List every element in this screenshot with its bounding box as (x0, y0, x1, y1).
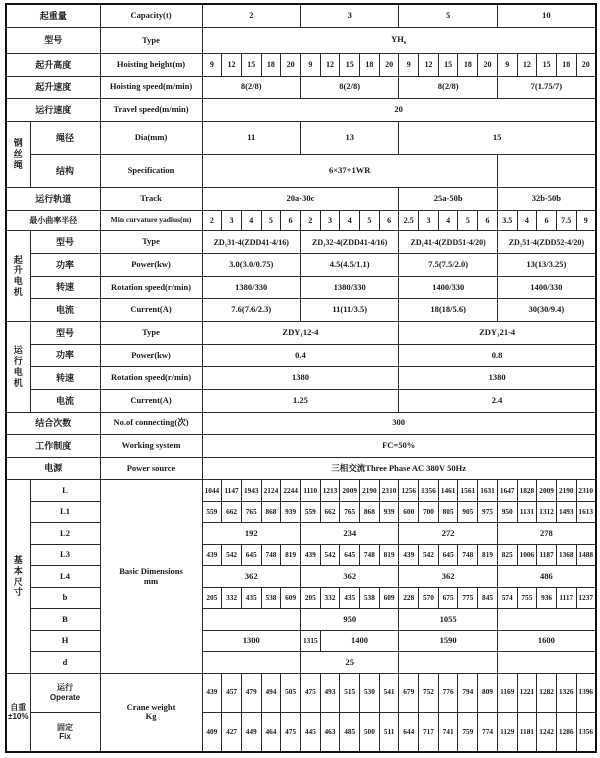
dim-L2-value: 278 (497, 523, 595, 544)
dim-L1-value: 559 (300, 501, 320, 522)
hoist-motor-type-value: ZD₁31-4(ZDD41-4/16) (202, 231, 300, 254)
travel-motor-power-label-cn: 功率 (30, 344, 100, 367)
dim-L1-value: 662 (222, 501, 242, 522)
track-label-en: Track (100, 188, 202, 211)
dim-L-value: 1461 (438, 480, 458, 501)
weight-fix-value: 427 (222, 712, 242, 752)
dim-L3-value: 819 (478, 544, 498, 565)
capacity-value: 10 (497, 4, 595, 28)
hoist-motor-rotation-value: 1380/330 (202, 276, 300, 299)
height-value: 18 (360, 53, 380, 76)
dim-d-value (399, 652, 497, 673)
track-label-cn: 运行轨道 (6, 188, 100, 211)
dim-L1-value: 1131 (517, 501, 537, 522)
hoist-motor-current-value: 30(30/9.4) (497, 299, 595, 322)
dim-L1-value: 1613 (576, 501, 596, 522)
weight-fix-value: 1356 (576, 712, 596, 752)
weight-fix-value: 500 (360, 712, 380, 752)
dim-b-value: 538 (261, 587, 281, 608)
power-source-label-en: Power source (100, 457, 202, 480)
rope-spec-label-en: Specification (100, 155, 202, 188)
dim-L3-value: 1187 (537, 544, 557, 565)
dim-L1-value: 1312 (537, 501, 557, 522)
dim-B-value (497, 609, 595, 630)
weight-operate-value: 479 (241, 673, 261, 712)
weight-operate-value: 439 (202, 673, 222, 712)
dim-L1-value: 939 (379, 501, 399, 522)
hoist-motor-type-label-en: Type (100, 231, 202, 254)
rope-spec-empty (497, 155, 595, 188)
weight-operate-label: 运行 Operate (30, 673, 100, 712)
dim-b-value: 435 (241, 587, 261, 608)
travel-motor-type-value: ZDY₁12-4 (202, 321, 399, 344)
height-value: 9 (497, 53, 517, 76)
hoist-motor-power-value: 4.5(4.5/1.1) (300, 254, 398, 277)
curvature-label-cn: 最小曲率半径 (6, 211, 100, 231)
dim-L3-value: 819 (281, 544, 301, 565)
capacity-value: 5 (399, 4, 497, 28)
power-source-label-cn: 电源 (6, 457, 100, 480)
hoist-motor-current-label-en: Current(A) (100, 299, 202, 322)
curvature-value: 7.5 (556, 211, 576, 231)
dim-L3-value: 1006 (517, 544, 537, 565)
travel-motor-type-label-cn: 型号 (30, 321, 100, 344)
dim-b-value: 570 (419, 587, 439, 608)
dim-B-value: 950 (300, 609, 398, 630)
travel-motor-current-label-cn: 电流 (30, 389, 100, 412)
travel-motor-type-value: ZDY₁21-4 (399, 321, 596, 344)
type-main: YH (391, 33, 404, 44)
dim-d-value (202, 652, 300, 673)
weight-operate-value: 493 (320, 673, 340, 712)
dim-d-value (497, 652, 595, 673)
type-label-cn: 型号 (6, 28, 100, 54)
dim-b-value: 609 (379, 587, 399, 608)
curvature-value: 4 (340, 211, 360, 231)
capacity-label-cn: 起重量 (6, 4, 100, 28)
wire-rope-group-label: 钢 丝 绳 (6, 121, 30, 188)
rope-dia-label-cn: 绳径 (30, 121, 100, 154)
dim-row-label-L: L (30, 480, 100, 501)
height-value: 18 (458, 53, 478, 76)
dim-L-value: 1631 (478, 480, 498, 501)
type-subscript: s (403, 39, 407, 46)
travel-motor-rotation-value: 1380 (399, 367, 596, 390)
travel-speed-value: 20 (202, 99, 596, 122)
curvature-value: 5 (261, 211, 281, 231)
height-value: 15 (438, 53, 458, 76)
working-system-value: FC=50% (202, 435, 596, 458)
dim-L1-value: 662 (320, 501, 340, 522)
weight-fix-value: 717 (419, 712, 439, 752)
dim-L-value: 2009 (537, 480, 557, 501)
hoist-motor-type-value: ZD₁41-4(ZDD51-4/20) (399, 231, 497, 254)
dim-H-value: 1315 (300, 630, 320, 651)
dim-L-value: 1561 (458, 480, 478, 501)
crane-weight-group-label: 自重 ±10% (6, 673, 30, 752)
dim-H-value: 1600 (497, 630, 595, 651)
weight-fix-value: 463 (320, 712, 340, 752)
travel-motor-current-label-en: Current(A) (100, 389, 202, 412)
weight-fix-value: 409 (202, 712, 222, 752)
hoist-motor-power-label-cn: 功率 (30, 254, 100, 277)
height-label-en: Hoisting height(m) (100, 53, 202, 76)
dim-L-value: 2310 (576, 480, 596, 501)
dim-L-value: 2244 (281, 480, 301, 501)
dim-L4-value: 486 (497, 566, 595, 587)
weight-operate-value: 1169 (497, 673, 517, 712)
dim-b-value: 755 (517, 587, 537, 608)
weight-fix-value: 1242 (537, 712, 557, 752)
dim-L3-value: 542 (419, 544, 439, 565)
track-value: 32b-50b (497, 188, 595, 211)
dim-b-value: 845 (478, 587, 498, 608)
weight-fix-value: 511 (379, 712, 399, 752)
dim-B-value: 1055 (399, 609, 497, 630)
weight-operate-value: 494 (261, 673, 281, 712)
weight-fix-value: 1181 (517, 712, 537, 752)
dim-L3-value: 645 (438, 544, 458, 565)
curvature-value: 4 (241, 211, 261, 231)
height-value: 15 (241, 53, 261, 76)
hoist-motor-power-value: 13(13/3.25) (497, 254, 595, 277)
curvature-value: 6 (281, 211, 301, 231)
weight-fix-value: 464 (261, 712, 281, 752)
dim-L3-value: 439 (399, 544, 419, 565)
track-value: 20a-30c (202, 188, 399, 211)
weight-operate-value: 809 (478, 673, 498, 712)
dim-b-value: 675 (438, 587, 458, 608)
weight-operate-value: 1396 (576, 673, 596, 712)
weight-fix-value: 1129 (497, 712, 517, 752)
weight-operate-value: 475 (300, 673, 320, 712)
dim-L1-value: 1493 (556, 501, 576, 522)
dim-L-value: 1147 (222, 480, 242, 501)
travel-motor-rotation-label-en: Rotation speed(r/min) (100, 367, 202, 390)
curvature-value: 2.5 (399, 211, 419, 231)
hoist-motor-type-label-cn: 型号 (30, 231, 100, 254)
hoist-motor-power-value: 7.5(7.5/2.0) (399, 254, 497, 277)
dim-L1-value: 950 (497, 501, 517, 522)
dim-L-value: 2009 (340, 480, 360, 501)
power-source-value: 三相交流Three Phase AC 380V 50Hz (202, 457, 596, 480)
height-value: 15 (537, 53, 557, 76)
crane-weight-label-en: Crane weight Kg (100, 673, 202, 752)
height-value: 9 (202, 53, 222, 76)
weight-fix-value: 759 (458, 712, 478, 752)
height-value: 20 (379, 53, 399, 76)
dim-L3-value: 1488 (576, 544, 596, 565)
dim-L2-value: 272 (399, 523, 497, 544)
dim-L-value: 1256 (399, 480, 419, 501)
weight-fix-value: 475 (281, 712, 301, 752)
hoist-speed-value: 8(2/8) (300, 76, 398, 99)
dim-L3-value: 645 (340, 544, 360, 565)
dim-L1-value: 700 (419, 501, 439, 522)
weight-fix-value: 774 (478, 712, 498, 752)
dim-row-label-L3: L3 (30, 544, 100, 565)
dim-L3-value: 439 (300, 544, 320, 565)
weight-fix-value: 485 (340, 712, 360, 752)
dim-L4-value: 362 (202, 566, 300, 587)
dim-L3-value: 748 (261, 544, 281, 565)
dim-L1-value: 939 (281, 501, 301, 522)
dim-L3-value: 542 (320, 544, 340, 565)
weight-fix-value: 1286 (556, 712, 576, 752)
capacity-value: 3 (300, 4, 398, 28)
hoist-speed-value: 7(1.75/7) (497, 76, 595, 99)
dim-L1-value: 765 (241, 501, 261, 522)
travel-motor-current-value: 2.4 (399, 389, 596, 412)
dim-L3-value: 748 (458, 544, 478, 565)
dim-L-value: 1943 (241, 480, 261, 501)
dim-L4-value: 362 (300, 566, 398, 587)
weight-fix-value: 741 (438, 712, 458, 752)
dim-b-value: 205 (202, 587, 222, 608)
curvature-value: 5 (458, 211, 478, 231)
dim-row-label-B: B (30, 609, 100, 630)
working-system-label-en: Working system (100, 435, 202, 458)
dim-b-value: 609 (281, 587, 301, 608)
curvature-value: 3.5 (497, 211, 517, 231)
curvature-value: 9 (576, 211, 596, 231)
weight-operate-value: 1221 (517, 673, 537, 712)
weight-operate-value: 752 (419, 673, 439, 712)
spec-table (5, 3, 597, 753)
travel-motor-power-value: 0.4 (202, 344, 399, 367)
dim-b-value: 775 (458, 587, 478, 608)
height-value: 12 (320, 53, 340, 76)
hoist-motor-current-value: 18(18/5.6) (399, 299, 497, 322)
hoist-speed-value: 8(2/8) (399, 76, 497, 99)
hoist-motor-current-value: 11(11/3.5) (300, 299, 398, 322)
travel-speed-label-cn: 运行速度 (6, 99, 100, 122)
dim-L3-value: 825 (497, 544, 517, 565)
curvature-value: 4 (438, 211, 458, 231)
dim-L3-value: 439 (202, 544, 222, 565)
dim-L-value: 1213 (320, 480, 340, 501)
hoist-motor-current-label-cn: 电流 (30, 299, 100, 322)
rope-dia-label-en: Dia(mm) (100, 121, 202, 154)
curvature-value: 6 (537, 211, 557, 231)
dim-L3-value: 1368 (556, 544, 576, 565)
weight-fix-value: 445 (300, 712, 320, 752)
dim-L-value: 2124 (261, 480, 281, 501)
height-value: 20 (281, 53, 301, 76)
curvature-value: 3 (222, 211, 242, 231)
hoist-speed-label-en: Hoisting speed(m/min) (100, 76, 202, 99)
dim-row-label-d: d (30, 652, 100, 673)
connecting-label-cn: 结合次数 (6, 412, 100, 435)
capacity-value: 2 (202, 4, 300, 28)
weight-operate-value: 679 (399, 673, 419, 712)
hoist-motor-group-label: 起 升 电 机 (6, 231, 30, 322)
curvature-value: 6 (478, 211, 498, 231)
weight-operate-value: 505 (281, 673, 301, 712)
height-value: 18 (261, 53, 281, 76)
dim-L3-value: 819 (379, 544, 399, 565)
type-label-en: Type (100, 28, 202, 54)
weight-operate-value: 1282 (537, 673, 557, 712)
capacity-label-en: Capacity(t) (100, 4, 202, 28)
weight-fix-label: 固定 Fix (30, 712, 100, 752)
dim-H-value: 1590 (399, 630, 497, 651)
dim-L-value: 2190 (360, 480, 380, 501)
rope-spec-value: 6×37+1WR (202, 155, 497, 188)
dim-b-value: 538 (360, 587, 380, 608)
hoist-motor-type-value: ZD₁51-4(ZDD52-4/20) (497, 231, 595, 254)
working-system-label-cn: 工作制度 (6, 435, 100, 458)
rope-dia-value: 11 (202, 121, 300, 154)
hoist-motor-power-label-en: Power(kw) (100, 254, 202, 277)
dimensions-label-en: Basic Dimensions mm (100, 480, 202, 673)
dim-b-value: 205 (300, 587, 320, 608)
rope-dia-value: 13 (300, 121, 398, 154)
travel-motor-current-value: 1.25 (202, 389, 399, 412)
dim-L-value: 2190 (556, 480, 576, 501)
dim-L1-value: 905 (458, 501, 478, 522)
hoist-motor-rotation-label-en: Rotation speed(r/min) (100, 276, 202, 299)
curvature-label-en: Min curvature yadius(m) (100, 211, 202, 231)
dim-d-value: 25 (300, 652, 398, 673)
rope-spec-label-cn: 结构 (30, 155, 100, 188)
dim-L-value: 1647 (497, 480, 517, 501)
hoist-motor-type-value: ZD₁32-4(ZDD41-4/16) (300, 231, 398, 254)
curvature-value: 2 (300, 211, 320, 231)
dim-L1-value: 868 (360, 501, 380, 522)
dim-row-label-L4: L4 (30, 566, 100, 587)
height-value: 12 (222, 53, 242, 76)
height-value: 12 (517, 53, 537, 76)
weight-operate-value: 530 (360, 673, 380, 712)
dim-B-value (202, 609, 300, 630)
dim-L2-value: 192 (202, 523, 300, 544)
travel-motor-rotation-value: 1380 (202, 367, 399, 390)
height-value: 12 (419, 53, 439, 76)
dim-L1-value: 559 (202, 501, 222, 522)
dim-L1-value: 868 (261, 501, 281, 522)
height-value: 15 (340, 53, 360, 76)
travel-motor-power-label-en: Power(kw) (100, 344, 202, 367)
dim-L-value: 1044 (202, 480, 222, 501)
rope-dia-value: 15 (399, 121, 596, 154)
travel-motor-power-value: 0.8 (399, 344, 596, 367)
weight-operate-value: 541 (379, 673, 399, 712)
height-value: 18 (556, 53, 576, 76)
curvature-value: 3 (320, 211, 340, 231)
dim-H-value: 1300 (202, 630, 300, 651)
connecting-value: 300 (202, 412, 596, 435)
height-value: 20 (478, 53, 498, 76)
dim-row-label-L1: L1 (30, 501, 100, 522)
dim-L1-value: 600 (399, 501, 419, 522)
curvature-value: 2 (202, 211, 222, 231)
dim-L1-value: 805 (438, 501, 458, 522)
dim-row-label-H: H (30, 630, 100, 651)
dim-L3-value: 645 (241, 544, 261, 565)
hoist-motor-rotation-value: 1380/330 (300, 276, 398, 299)
hoist-speed-label-cn: 起升速度 (6, 76, 100, 99)
dim-row-label-b: b (30, 587, 100, 608)
travel-motor-type-label-en: Type (100, 321, 202, 344)
dim-H-value: 1400 (320, 630, 399, 651)
dim-L4-value: 362 (399, 566, 497, 587)
dim-b-value: 1237 (576, 587, 596, 608)
dim-b-value: 332 (222, 587, 242, 608)
dim-L1-value: 765 (340, 501, 360, 522)
hoist-motor-power-value: 3.0(3.0/0.75) (202, 254, 300, 277)
height-value: 20 (576, 53, 596, 76)
dim-b-value: 936 (537, 587, 557, 608)
dim-b-value: 228 (399, 587, 419, 608)
weight-operate-value: 776 (438, 673, 458, 712)
dim-L2-value: 234 (300, 523, 398, 544)
weight-fix-value: 449 (241, 712, 261, 752)
dim-b-value: 1117 (556, 587, 576, 608)
curvature-value: 6 (379, 211, 399, 231)
travel-speed-label-en: Travel speed(m/min) (100, 99, 202, 122)
dimensions-group-label: 基 本 尺 寸 (6, 480, 30, 673)
height-value: 9 (399, 53, 419, 76)
dim-L-value: 1356 (419, 480, 439, 501)
curvature-value: 3 (419, 211, 439, 231)
dim-b-value: 332 (320, 587, 340, 608)
dim-b-value: 574 (497, 587, 517, 608)
connecting-label-en: No.of connecting(次) (100, 412, 202, 435)
height-value: 9 (300, 53, 320, 76)
dim-L-value: 2310 (379, 480, 399, 501)
weight-operate-value: 1326 (556, 673, 576, 712)
dim-L-value: 1110 (300, 480, 320, 501)
hoist-motor-current-value: 7.6(7.6/2.3) (202, 299, 300, 322)
hoist-motor-rotation-value: 1400/330 (399, 276, 497, 299)
weight-operate-value: 794 (458, 673, 478, 712)
curvature-value: 4 (517, 211, 537, 231)
hoist-speed-value: 8(2/8) (202, 76, 300, 99)
dim-L-value: 1828 (517, 480, 537, 501)
hoist-motor-rotation-value: 1400/330 (497, 276, 595, 299)
height-label-cn: 起升高度 (6, 53, 100, 76)
dim-L3-value: 748 (360, 544, 380, 565)
travel-motor-group-label: 运 行 电 机 (6, 321, 30, 412)
weight-fix-value: 644 (399, 712, 419, 752)
travel-motor-rotation-label-cn: 转速 (30, 367, 100, 390)
weight-operate-value: 457 (222, 673, 242, 712)
dim-b-value: 435 (340, 587, 360, 608)
dim-row-label-L2: L2 (30, 523, 100, 544)
type-value (202, 28, 596, 54)
dim-L1-value: 975 (478, 501, 498, 522)
curvature-value: 5 (360, 211, 380, 231)
weight-operate-value: 515 (340, 673, 360, 712)
dim-L3-value: 542 (222, 544, 242, 565)
hoist-motor-rotation-label-cn: 转速 (30, 276, 100, 299)
track-value: 25a-50b (399, 188, 497, 211)
